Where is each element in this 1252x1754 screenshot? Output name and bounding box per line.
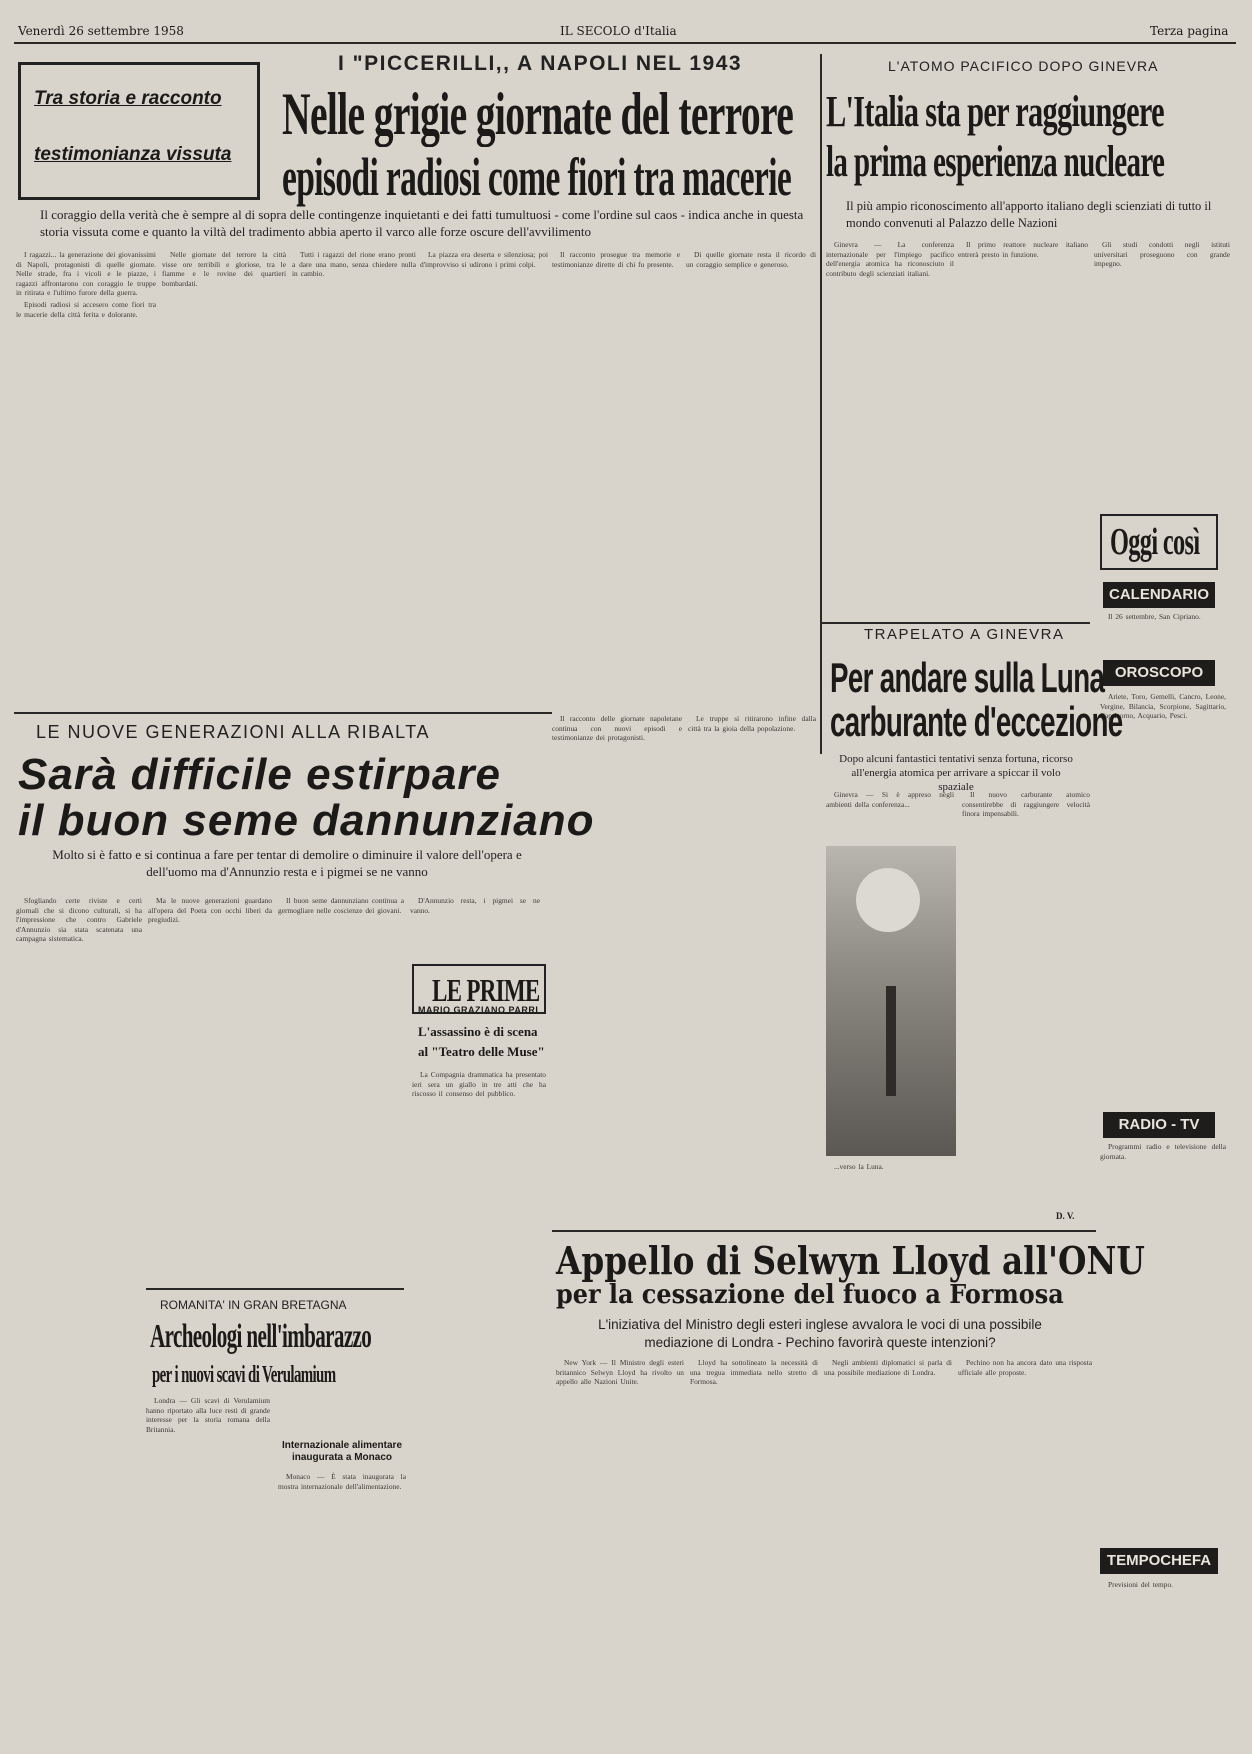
art3-body-col4: D'Annunzio resta, i pigmei se ne vanno. [410,896,540,915]
art4-title-1: Per andare sulla Luna [830,654,1105,701]
art7-body-col2: Lloyd ha sottolineato la necessità di una tregua immediata nello stretto di Formosa. [690,1358,818,1387]
art2-body-col1: Ginevra — La conferenza internazionale per l'impiego pacifico dell'energia atomica ha riconosciuto il contributo degli scienziati italiani. [826,240,954,278]
art2-title-1: L'Italia sta per raggiungere [826,87,1164,136]
masthead-date: Venerdì 26 settembre 1958 [18,24,184,38]
art6-top-rule [146,1288,404,1290]
le-prime-body: La Compagnia drammatica ha presentato ieri sera un giallo in tre atti che ha riscosso il consenso del pubblico. [412,1070,546,1099]
photo-caption: D. V. [1056,1211,1075,1221]
art6-body-col1: Londra — Gli scavi di Verulamium hanno riportato alla luce resti di grande interesse per la storia romana della Britannia. [146,1396,270,1434]
art3-body-col3: Il buon seme dannunziano continua a germogliare nelle coscienze dei giovani. [278,896,404,915]
art2-summary: Il più ampio riconoscimento all'apporto italiano degli scienziati di tutto il mondo convenuti al Palazzo delle Nazioni [846,199,1212,230]
oggi-title: Oggi così [1110,521,1200,563]
moon-photo [826,846,956,1156]
art2-kicker: L'ATOMO PACIFICO DOPO GINEVRA [888,58,1159,74]
art4-title-2: carburante d'eccezione [830,698,1123,745]
art3-body-col1: Sfogliando certe riviste e certi giornali che si dicono culturali, si ha l'impressione che contro Gabriele d'Annunzio sia stata scatenata una campagna sistematica. [16,896,142,944]
art6-note: Internazionale alimentare inaugurata a Monaco [281,1440,403,1463]
art4-summary: Dopo alcuni fantastici tentativi senza fortuna, ricorso all'energia atomica per arrivare a spiccar il volo spaziale [839,753,1073,793]
art1-body-col6: Di quelle giornate resta il ricordo di un coraggio semplice e generoso. [686,250,816,269]
art4-body-col2: Il nuovo carburante atomico consentirebbe di raggiungere velocità finora impensabili. [962,790,1090,819]
calendario-text: Il 26 settembre, San Cipriano. [1108,612,1201,621]
art1-title-2: episodi radiosi come fiori tra macerie [282,147,792,207]
oroscopo-label: OROSCOPO [1103,660,1215,686]
art3-top-rule [14,712,552,714]
art7-title-1: Appello di Selwyn Lloyd all'ONU [556,1238,1145,1283]
art3-title-2: il buon seme dannunziano [18,796,595,845]
storia-box-line2: testimonianza vissuta [34,144,232,165]
calendario-label: CALENDARIO [1103,582,1215,608]
art2-body-col2: Il primo reattore nucleare italiano entrerà presto in funzione. [958,240,1088,259]
mid-col-body-2: Le truppe si ritirarono infine dalla città tra la gioia della popolazione. [688,714,816,733]
art1-body-col5: Il racconto prosegue tra memorie e testimonianze dirette di chi fu presente. [552,250,680,269]
art7-title-2: per la cessazione del fuoco a Formosa [556,1280,1064,1310]
masthead-paper: IL SECOLO d'Italia [560,24,677,38]
art7-summary: L'iniziativa del Ministro degli esteri inglese avvalora le voci di una possibile mediazione di Londra - Pechino favorirà queste intenzioni? [598,1317,1042,1350]
le-prime-title: LE PRIME [432,972,540,1008]
tempochefa-label: TEMPOCHEFA [1100,1548,1218,1574]
art6-body-col2: Monaco — È stata inaugurata la mostra internazionale dell'alimentazione. [278,1472,406,1491]
art3-byline: MARIO GRAZIANO PARRI [418,1005,539,1015]
mid-col-body-1: Il racconto delle giornate napoletane continua con nuovi episodi e testimonianze dei protagonisti. [552,714,682,743]
art1-title-1: Nelle grigie giornate del terrore [282,81,794,147]
art6-kicker: ROMANITA' IN GRAN BRETAGNA [160,1298,347,1312]
masthead-rule [14,42,1236,44]
art2-title-2: la prima esperienza nucleare [826,137,1165,186]
art4-body-col1b: ...verso la Luna. [834,1162,884,1171]
art1-kicker: I "PICCERILLI,, A NAPOLI NEL 1943 [338,52,743,75]
art7-top-rule [552,1230,1096,1232]
radio-tv-text: Programmi radio e televisione della giornata. [1100,1142,1226,1161]
art6-subtitle: per i nuovi scavi di Verulamium [152,1362,336,1388]
storia-box [18,62,260,200]
art4-top-rule [820,622,1090,624]
art3-title-1: Sarà difficile estirpare [18,750,501,799]
art4-body-col1: Ginevra — Si è appreso negli ambienti della conferenza... [826,790,954,809]
art1-summary: Il coraggio della verità che è sempre al di sopra delle contingenze inquietanti e dei fatti tumultuosi - come l'ordine sul caos - indica anche in questa storia vissuta come e quanto la viltà del tradimento abbia aperto il varco alle forze oscure dell'avvilimento [40,207,804,239]
art1-body-col1: I ragazzi... la generazione dei giovanissimi di Napoli, protagonisti di quelle giornate. Nelle strade, fra i vicoli e le piazze, i ragazzi affrontarono con coraggio le truppe in ritirata e l'ultimo furore della guerra. Episodi radiosi si accesero come fiori tra le macerie della città ferita e dolorante. [16,250,156,319]
art3-kicker: LE NUOVE GENERAZIONI ALLA RIBALTA [36,722,430,742]
art7-body-col1: New York — Il Ministro degli esteri britannico Selwyn Lloyd ha rivolto un appello alle Nazioni Unite. [556,1358,684,1387]
art1-body-col4: La piazza era deserta e silenziosa; poi d'improvviso si udirono i primi colpi. [420,250,548,269]
col-divider-main [820,54,822,754]
art3-summary: Molto si è fatto e si continua a fare per tentar di demolire o diminuire il valore dell'opera e dell'uomo ma d'Annunzio resta e i pigmei se ne vanno [52,847,522,879]
rocket-shape [886,986,896,1096]
storia-box-line1: Tra storia e racconto [34,88,222,109]
le-prime-sub-1: L'assassino è di scena [418,1024,538,1039]
art7-body-col4: Pechino non ha ancora dato una risposta ufficiale alle proposte. [958,1358,1092,1377]
art3-body-col2: Ma le nuove generazioni guardano all'opera del Poeta con occhi liberi da pregiudizi. [148,896,272,925]
art6-title: Archeologi nell'imbarazzo [150,1318,372,1355]
art1-body-col3: Tutti i ragazzi del rione erano pronti a dare una mano, senza chiedere nulla in cambio. [292,250,416,279]
radio-tv-label: RADIO - TV [1103,1112,1215,1138]
le-prime-sub-2: al "Teatro delle Muse" [418,1044,545,1059]
tempochefa-text: Previsioni del tempo. [1108,1580,1174,1589]
masthead-page: Terza pagina [1150,24,1229,38]
art1-body-col2: Nelle giornate del terrore la città visse ore terribili e gloriose, tra le fiamme e le rovine dei quartieri bombardati. [162,250,286,288]
art4-kicker: TRAPELATO A GINEVRA [864,626,1065,643]
art2-body-col3: Gli studi condotti negli istituti universitari proseguono con grande impegno. [1094,240,1230,269]
art7-body-col3: Negli ambienti diplomatici si parla di una possibile mediazione di Londra. [824,1358,952,1377]
oroscopo-text: Ariete, Toro, Gemelli, Cancro, Leone, Vergine, Bilancia, Scorpione, Sagittario, Capricorno, Acquario, Pesci. [1100,692,1226,721]
moon-shape [856,868,920,932]
